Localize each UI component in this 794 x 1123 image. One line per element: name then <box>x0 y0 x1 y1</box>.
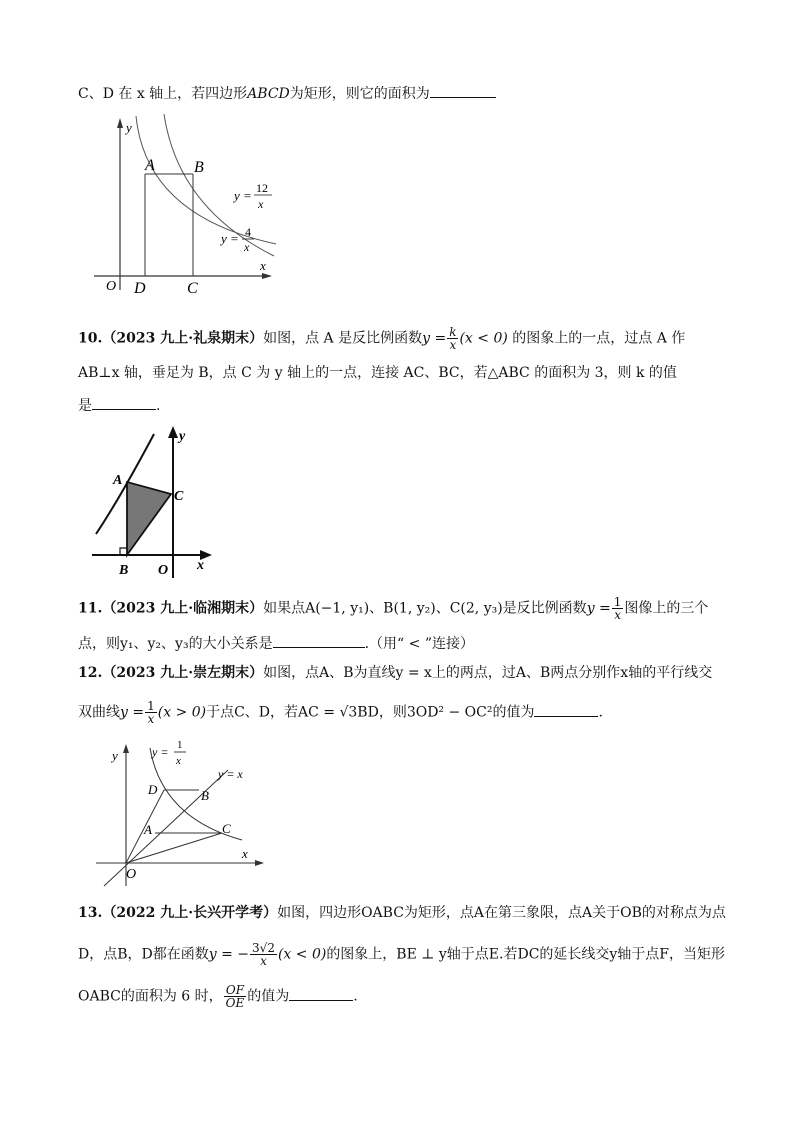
q12-source: （2023 九上·崇左期末） <box>102 665 264 681</box>
curve-y-4-over-x <box>136 116 276 244</box>
label-y: y <box>112 748 118 763</box>
q13-line2-b: 的图象上，BE ⊥ y轴于点E.若DC的延长线交y轴于点F，当矩形 <box>326 946 726 963</box>
q11-func-fraction <box>612 596 624 621</box>
segment-oc <box>126 833 222 863</box>
figure-q12 <box>92 736 272 890</box>
y-axis-arrow <box>117 118 123 128</box>
label-a: A <box>144 822 152 837</box>
label-b: B <box>194 159 204 176</box>
figure-q10 <box>86 424 226 584</box>
figure-q9 <box>88 112 288 302</box>
label-a: A <box>113 473 123 488</box>
curve1-num: 12 <box>256 181 268 195</box>
answer-blank-11[interactable] <box>273 633 365 648</box>
q12-func-num: 1 <box>147 699 155 713</box>
q10-number: 10. <box>78 330 103 347</box>
q10-text-b: 的图象上的一点，过点 A 作 <box>512 330 686 347</box>
q11-text-a: 如果点A(−1, y₁)、B(1, y₂)、C(2, y₃)是反比例函数 <box>263 600 587 617</box>
label-c: C <box>222 821 231 836</box>
q12-line1 <box>78 664 712 682</box>
label-x: x <box>197 558 204 573</box>
label-b: B <box>119 563 129 578</box>
answer-blank-13[interactable] <box>289 986 353 1001</box>
label-c: C <box>187 280 198 297</box>
answer-blank-10[interactable] <box>92 395 156 410</box>
q13-line2 <box>78 942 725 967</box>
q13-func-fraction <box>250 942 277 967</box>
q11-line2 <box>78 633 474 653</box>
y-axis-arrow <box>168 426 178 438</box>
right-angle-mark <box>120 548 127 555</box>
q13-func-cond: (x < 0) <box>277 946 327 963</box>
q13-line3-b: 的值为 <box>247 988 290 1005</box>
label-c: C <box>174 489 184 504</box>
q11-func-den: x <box>614 608 621 622</box>
curve-lhs: y = <box>152 745 169 759</box>
y-axis-arrow <box>123 744 129 753</box>
answer-blank-9[interactable] <box>430 83 496 98</box>
label-x: x <box>260 258 266 273</box>
q9-text-line <box>78 83 496 103</box>
q10-func-fraction <box>447 326 458 351</box>
label-x: x <box>242 846 248 861</box>
q12-number: 12. <box>78 665 103 681</box>
q10-line3-text: 是 <box>78 398 92 414</box>
q13-line1-text: 如图，四边形OABC为矩形，点A在第三象限，点A关于OB的对称点为点 <box>277 905 726 921</box>
q11-line2-a: 点，则y₁、y₂、y₃的大小关系是 <box>78 636 273 652</box>
q9-math: ABCD <box>247 86 290 102</box>
q11-func-num: 1 <box>613 595 622 609</box>
q13-func-lhs: y = − <box>208 946 250 963</box>
q13-func-num: 3√2 <box>252 941 275 955</box>
q11-source: （2023 九上·临湘期末） <box>102 600 264 617</box>
q13-source: （2022 九上·长兴开学考） <box>102 905 278 921</box>
q10-line2 <box>78 364 677 382</box>
curve-den: x <box>176 755 181 767</box>
q13-func-den: x <box>260 954 267 968</box>
line-label: y = x <box>218 767 243 781</box>
curve2-num: 4 <box>245 225 251 239</box>
curve2-den: x <box>244 240 250 254</box>
q10-func-num: k <box>449 325 457 339</box>
label-o: O <box>106 279 117 294</box>
label-y: y <box>126 120 132 135</box>
q10-line3: 是 . <box>78 395 160 415</box>
q11-func-lhs: y = <box>586 600 611 617</box>
q12-func-lhs: y = <box>120 704 145 721</box>
q12-func-cond: (x > 0) <box>157 704 207 721</box>
q13-line1 <box>78 904 726 922</box>
q9-text2: 为矩形，则它的面积为 <box>289 86 430 102</box>
curve-num: 1 <box>177 739 183 751</box>
q11-text-b: 图像上的三个 <box>624 600 709 617</box>
q10-text-a: 如图，点 A 是反比例函数 <box>263 330 423 347</box>
q12-line1-text: 如图，点A、B为直线y = x上的两点，过A、B两点分别作x轴的平行线交 <box>263 665 713 681</box>
q11-number: 11. <box>78 600 103 617</box>
q13-line2-a: D，点B，D都在函数 <box>78 946 209 963</box>
q13-line3: OABC的面积为 6 时， $\frac{OF}{OE}$ 的值为 . <box>78 983 358 1010</box>
q10-line2-text: AB⊥x 轴，垂足为 B，点 C 为 y 轴上的一点，连接 AC、BC，若△ABC 的面积为 3，则 k 的值 <box>78 365 677 381</box>
q12-line2: 双曲线y = $\frac{1}{x}$ (x > 0)于点C、D，若AC = √3BD，则3OD² − OC²的值为 . <box>78 699 603 726</box>
q9-text: C、D 在 x 轴上，若四边形 <box>78 86 248 102</box>
label-o: O <box>158 563 169 578</box>
curve1-den: x <box>258 197 264 211</box>
q13-ratio-den: OE <box>225 996 245 1010</box>
label-y: y <box>179 429 186 444</box>
q11-line1 <box>78 596 708 621</box>
x-axis-arrow <box>255 860 264 866</box>
q13-line3-a: OABC的面积为 6 时， <box>78 988 223 1005</box>
q10-func-cond: (x < 0) <box>459 330 508 347</box>
curve1-lhs: y = <box>234 188 252 203</box>
q13-number: 13. <box>78 905 103 921</box>
label-o: O <box>126 867 137 882</box>
q10-func-den: x <box>449 338 457 352</box>
label-d: D <box>148 782 158 797</box>
triangle-abc <box>127 482 171 555</box>
q13-ratio-fraction <box>224 984 247 1009</box>
q10-line1 <box>78 326 685 351</box>
q10-source: （2023 九上·礼泉期末） <box>102 330 264 347</box>
q11-line2-b: .（用“ < ”连接） <box>364 636 474 652</box>
q13-ratio-num: OF <box>224 984 247 997</box>
q12-line2-a: 双曲线 <box>78 704 120 721</box>
curve2-lhs: y = <box>221 231 239 246</box>
q10-func-lhs: y = <box>422 330 447 347</box>
q12-func-fraction <box>145 700 157 725</box>
label-b: B <box>201 788 209 803</box>
label-a: A <box>145 157 155 174</box>
label-d: D <box>134 280 146 297</box>
answer-blank-12[interactable] <box>534 702 598 717</box>
q12-line2-b: 于点C、D，若AC = √3BD，则3OD² − OC²的值为 <box>206 704 535 721</box>
x-axis-arrow <box>262 273 272 279</box>
q12-func-den: x <box>147 712 155 726</box>
